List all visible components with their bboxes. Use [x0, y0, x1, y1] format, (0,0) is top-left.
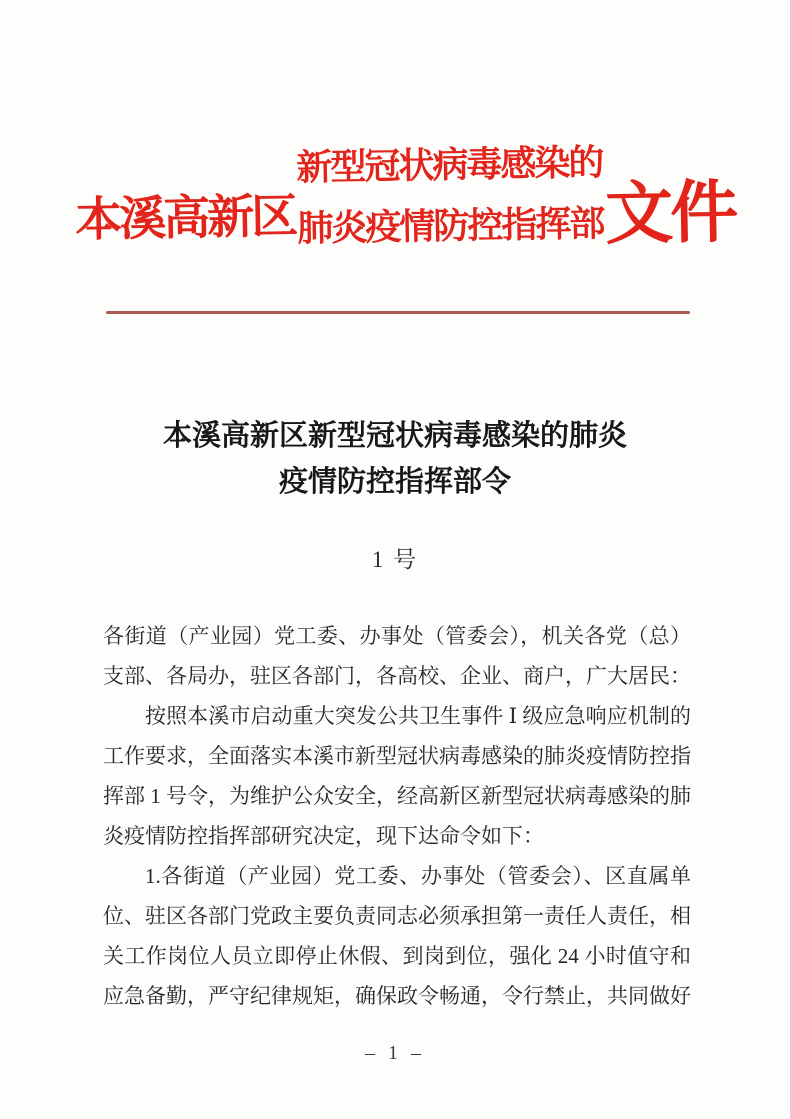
body-paragraph: 按照本溪市启动重大突发公共卫生事件 Ⅰ 级应急响应机制的工作要求，全面落实本溪市新型冠状病毒感染的肺炎疫情防控指挥部 1 号令，为维护公众安全，经高新区新型冠状病毒感染的肺炎疫情防控指挥部研究决定，现下达命令如下：: [103, 704, 691, 848]
letterhead-subname-line2: 肺炎疫情防控指挥部: [297, 203, 604, 249]
letterhead-subname-line1: 新型冠状病毒感染的: [296, 142, 603, 188]
letterhead-org-name: 本溪高新区: [74, 190, 296, 247]
body-paragraph: 1.各街道（产业园）党工委、办事处（管委会）、区直属单位、驻区各部门党政主要负责同志必须承担第一责任人责任，相关工作岗位人员立即停止休假、到岗到位，强化 24 小时值守和应急备勤，严守纪律规矩，确保政令畅通，令行禁止，共同做好: [103, 864, 691, 1008]
order-number: 1 号: [371, 547, 419, 572]
document-title: [0, 413, 790, 505]
letterhead-doc-type: 文件: [604, 174, 736, 253]
letterhead: [39, 142, 771, 259]
document-title-line1: 本溪高新区新型冠状病毒感染的肺炎: [162, 420, 627, 452]
document-title-line2: 疫情防控指挥部令: [278, 466, 511, 498]
document-body: [103, 616, 691, 1016]
letterhead-org-subname: [296, 142, 604, 249]
salutation-paragraph: 各街道（产业园）党工委、办事处（管委会），机关各党（总）支部、各局办，驻区各部门，各高校、企业、商户，广大居民：: [103, 624, 691, 688]
page-number: – 1 –: [365, 1042, 425, 1064]
red-divider-line: [106, 311, 690, 314]
